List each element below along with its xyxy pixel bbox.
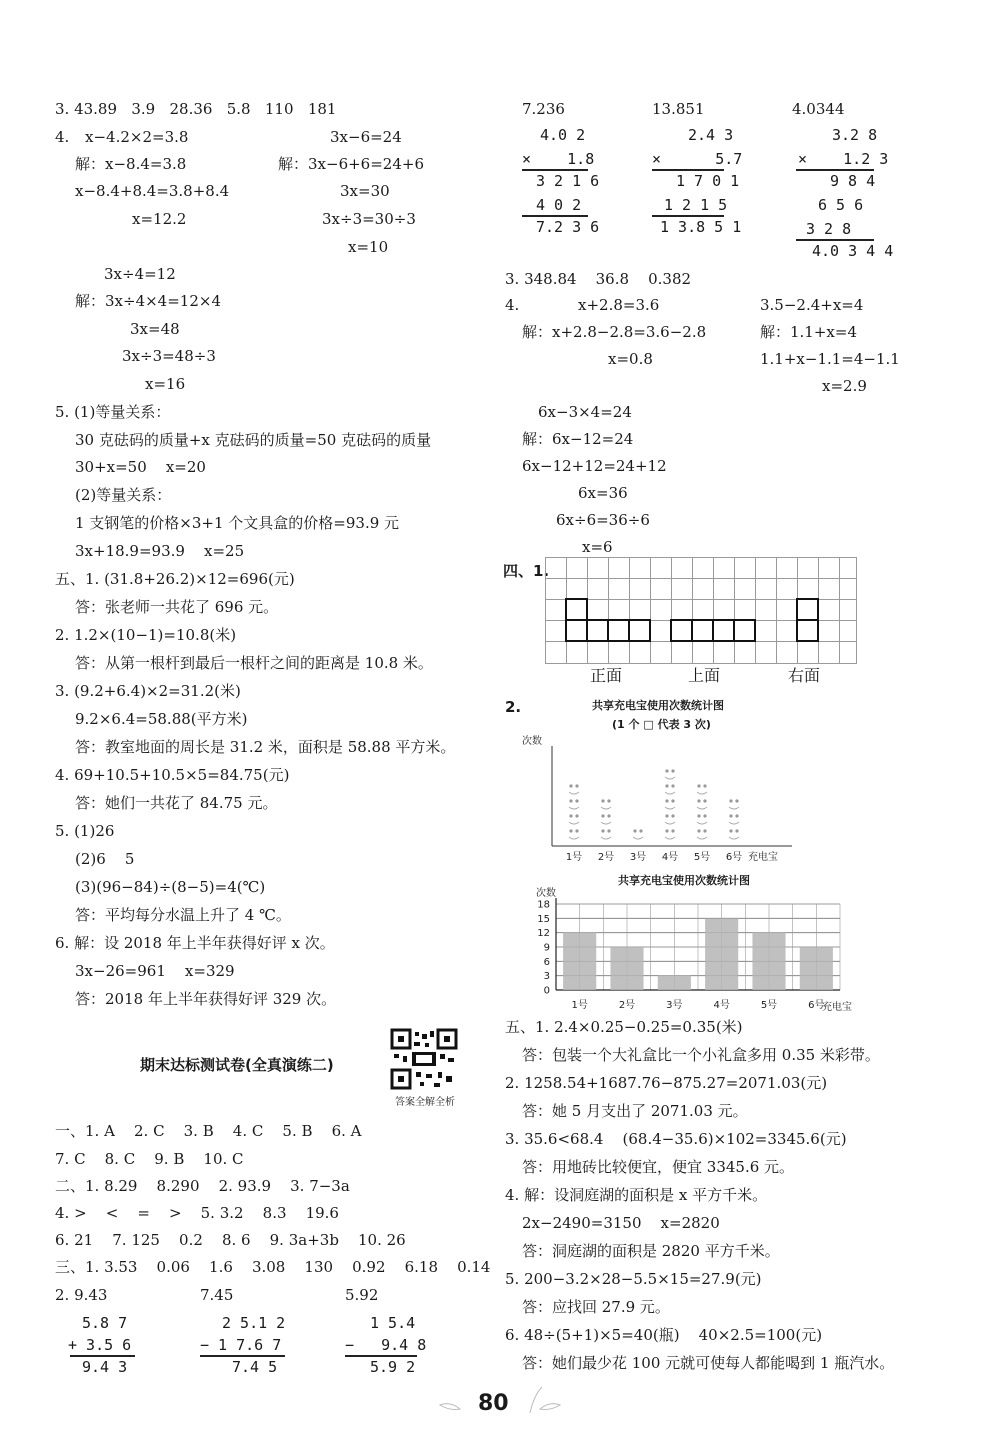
chart2-title: 共享充电宝使用次数统计图 (618, 874, 750, 887)
chart2-bar (563, 933, 596, 990)
calc-line: 4.0 2 (540, 126, 586, 144)
calc-line: 1 7 0 1 (676, 172, 740, 190)
calc-line: + 3.5 6 (68, 1336, 132, 1354)
pictograph-mark (665, 814, 675, 824)
calc-rule (652, 215, 724, 217)
chart1-ylabel: 次数 (522, 736, 542, 747)
chart1-category-label: 6号 (725, 852, 743, 863)
eq-line: x=0.8 (608, 350, 653, 368)
icon-dot (703, 799, 706, 802)
chart1-subtitle: (1 个 □ 代表 3 次) (612, 718, 711, 731)
icon-curve (697, 792, 707, 794)
calc-rule (796, 169, 874, 171)
icon-dot (665, 784, 668, 787)
calc-line: 7.2 3 6 (536, 218, 600, 236)
answer-line-3-right: 3. 348.84 36.8 0.382 (505, 270, 692, 288)
pictograph-mark (601, 814, 611, 824)
s5r-line: 答：包装一个大礼盒比一个小礼盒多用 0.35 米彩带。 (522, 1046, 880, 1064)
calc-line: 4 0 2 (536, 196, 582, 214)
icon-curve (665, 777, 675, 779)
pictograph-mark (665, 799, 675, 809)
q5-line: 5. (1)等量关系： (55, 403, 171, 421)
icon-dot (671, 829, 674, 832)
eq-line: 3x=48 (130, 320, 180, 338)
s5-line: 答：张老师一共花了 696 元。 (75, 598, 279, 616)
calc-line: 1 2 1 5 (664, 196, 728, 214)
pictograph-mark (569, 784, 579, 794)
chart2-bar (610, 947, 643, 990)
eq-line: x−8.4+8.4=3.8+8.4 (75, 182, 230, 200)
s5r-line: 答：她 5 月支出了 2071.03 元。 (522, 1102, 748, 1120)
icon-dot (735, 814, 738, 817)
icon-dot (697, 799, 700, 802)
add-result: 5.92 (345, 1286, 379, 1304)
chart2-bar (705, 918, 738, 990)
calc-line: × 1.2 3 (798, 150, 889, 168)
eq-line: x=16 (145, 375, 186, 393)
s5r-line: 2x−2490=3150 x=2820 (522, 1214, 720, 1232)
icon-curve (569, 792, 579, 794)
chart2-category-label: 5号 (760, 1000, 778, 1011)
icon-dot (729, 799, 732, 802)
s5-line: 答：她们一共花了 84.75 元。 (75, 794, 278, 812)
s5-line: 3x−26=961 x=329 (75, 962, 235, 980)
pictograph-mark (569, 829, 579, 839)
eq-line: 3.5−2.4+x=4 (760, 296, 864, 314)
icon-curve (665, 837, 675, 839)
eq-line: 3x÷3=48÷3 (122, 347, 216, 365)
p2-line: 二、1. 8.29 8.290 2. 93.9 3. 7−3a (55, 1177, 350, 1195)
mult-result: 13.851 (652, 100, 705, 118)
pictograph-mark (665, 769, 675, 779)
calc-line: × 1.8 (522, 150, 595, 168)
s5-line: 2. 1.2×(10−1)=10.8(米) (55, 626, 237, 644)
icon-curve (697, 837, 707, 839)
icon-dot (671, 769, 674, 772)
calc-line: 1 3.8 5 1 (660, 218, 742, 236)
pictograph-mark (569, 814, 579, 824)
eq-line: x=12.2 (132, 210, 187, 228)
chart1-category-label: 3号 (629, 852, 647, 863)
calc-rule (522, 215, 588, 217)
calc-line: 3 2 8 (806, 220, 852, 238)
chart2-category-label: 4号 (713, 1000, 730, 1011)
p2-line: 4. > < = > 5. 3.2 8.3 19.6 (55, 1204, 339, 1222)
eq-line: x=2.9 (822, 377, 867, 395)
q4-label: 4. (55, 128, 70, 146)
calc-rule (652, 169, 724, 171)
calc-line: 6 5 6 (818, 196, 864, 214)
calc-rule (796, 239, 874, 241)
eq-line: 3x=30 (340, 182, 390, 200)
icon-dot (569, 784, 572, 787)
calc-line: 9 8 4 (830, 172, 876, 190)
calc-line: − 9.4 8 (345, 1336, 427, 1354)
icon-dot (575, 784, 578, 787)
s5-line: (2)6 5 (75, 850, 135, 868)
page-footer (430, 1383, 570, 1423)
chart1-category-label: 2号 (597, 852, 615, 863)
chart2-ytick-label: 6 (543, 956, 550, 968)
pictograph-mark (729, 829, 739, 839)
icon-curve (601, 807, 611, 809)
calc-line: 7.4 5 (232, 1358, 278, 1376)
s5-line: 9.2×6.4=58.88(平方米) (75, 710, 248, 728)
chart1-title: 共享充电宝使用次数统计图 (592, 699, 724, 712)
s5r-line: 答：洞庭湖的面积是 2820 平方千米。 (522, 1242, 780, 1260)
pictograph-mark (697, 829, 707, 839)
section-4-label: 四、1. (503, 562, 550, 580)
icon-curve (697, 822, 707, 824)
icon-dot (697, 784, 700, 787)
icon-curve (665, 792, 675, 794)
eq-line: x=10 (348, 238, 389, 256)
calc-line: 3 2 1 6 (536, 172, 600, 190)
eq-line: 3x÷3=30÷3 (322, 210, 416, 228)
pictograph-mark (697, 814, 707, 824)
view-label-top: 上面 (688, 666, 721, 685)
eq-line: x−4.2×2=3.8 (85, 128, 189, 146)
icon-curve (569, 822, 579, 824)
p2-line: 三、1. 3.53 0.06 1.6 3.08 130 0.92 6.18 0.14 (55, 1258, 491, 1276)
icon-curve (697, 807, 707, 809)
s5-line: 3. (9.2+6.4)×2=31.2(米) (55, 682, 241, 700)
s5-line: 5. (1)26 (55, 822, 115, 840)
calc-line: 2 5.1 2 (222, 1314, 286, 1332)
view-label-right: 右面 (788, 666, 821, 685)
icon-dot (639, 829, 642, 832)
q5-line: 30 克砝码的质量+x 克砝码的质量=50 克砝码的质量 (75, 431, 432, 449)
icon-dot (671, 814, 674, 817)
s5-line: 五、1. (31.8+26.2)×12=696(元) (55, 570, 295, 588)
icon-curve (665, 822, 675, 824)
s5-line: 答：教室地面的周长是 31.2 米，面积是 58.88 平方米。 (75, 738, 456, 756)
eq-line: 解：6x−12=24 (522, 430, 634, 448)
chart2-ytick-label: 12 (537, 928, 550, 940)
pictograph-chart (512, 726, 812, 871)
s5r-line: 5. 200−3.2×28−5.5×15=27.9(元) (505, 1270, 762, 1288)
chart2-category-label: 6号 (808, 1000, 825, 1011)
q4-label-right: 4. (505, 296, 520, 314)
icon-dot (729, 814, 732, 817)
icon-dot (671, 784, 674, 787)
icon-dot (601, 829, 604, 832)
pictograph-mark (729, 814, 739, 824)
eq-line: 解：x−8.4=3.8 (75, 155, 187, 173)
icon-curve (665, 807, 675, 809)
icon-curve (729, 807, 739, 809)
s5-line: 4. 69+10.5+10.5×5=84.75(元) (55, 766, 290, 784)
icon-curve (601, 837, 611, 839)
icon-dot (569, 814, 572, 817)
qr-caption: 答案全解全析 (395, 1097, 455, 1108)
p2-line: 7. C 8. C 9. B 10. C (55, 1150, 244, 1168)
calc-rule (522, 169, 588, 171)
chart2-ytick-label: 18 (537, 899, 550, 911)
pictograph-mark (665, 829, 675, 839)
chart2-ytick-label: 9 (543, 942, 550, 954)
icon-curve (729, 837, 739, 839)
eq-line: 6x−3×4=24 (538, 403, 632, 421)
s5r-line: 五、1. 2.4×0.25−0.25=0.35(米) (505, 1018, 743, 1036)
eq-line: 6x=36 (578, 484, 628, 502)
chart2-ytick-label: 0 (543, 985, 550, 997)
icon-dot (607, 814, 610, 817)
icon-curve (569, 837, 579, 839)
chart1-category-label: 1号 (565, 852, 583, 863)
icon-dot (729, 829, 732, 832)
icon-dot (633, 829, 636, 832)
s5r-line: 6. 48÷(5+1)×5=40(瓶) 40×2.5=100(元) (505, 1326, 823, 1344)
icon-dot (703, 829, 706, 832)
pictograph-mark (569, 799, 579, 809)
eq-line: 解：3x−6+6=24+6 (278, 155, 424, 173)
chart2-category-label: 2号 (618, 1000, 636, 1011)
icon-dot (697, 814, 700, 817)
eq-line: 解：3x÷4×4=12×4 (75, 292, 221, 310)
icon-dot (665, 799, 668, 802)
calc-line: − 1 7.6 7 (200, 1336, 282, 1354)
pictograph-mark (633, 829, 643, 839)
eq-line: 6x÷6=36÷6 (556, 511, 650, 529)
icon-dot (601, 799, 604, 802)
three-views-grid (545, 557, 857, 664)
icon-dot (703, 784, 706, 787)
pictograph-mark (601, 799, 611, 809)
icon-curve (633, 837, 643, 839)
p2-line: 一、1. A 2. C 3. B 4. C 5. B 6. A (55, 1122, 362, 1140)
icon-dot (575, 799, 578, 802)
icon-dot (569, 829, 572, 832)
eq-line: 解：x+2.8−2.8=3.6−2.8 (522, 323, 707, 341)
calc-line: 1 5.4 (370, 1314, 416, 1332)
icon-dot (671, 799, 674, 802)
icon-dot (735, 799, 738, 802)
calc-line: 3.2 8 (832, 126, 878, 144)
calc-line: 5.9 2 (370, 1358, 416, 1376)
calc-line: × 5.7 (652, 150, 743, 168)
eq-line: 3x−6=24 (330, 128, 402, 146)
eq-line: 3x÷4=12 (104, 265, 176, 283)
q5-line: 30+x=50 x=20 (75, 458, 206, 476)
icon-dot (575, 829, 578, 832)
icon-dot (601, 814, 604, 817)
icon-dot (665, 814, 668, 817)
qr-code[interactable] (390, 1028, 458, 1090)
pictograph-mark (665, 784, 675, 794)
calc-rule (345, 1355, 417, 1357)
calc-line: 9.4 3 (82, 1358, 128, 1376)
s5-line: (3)(96−84)÷(8−5)=4(℃) (75, 878, 266, 896)
s5r-line: 2. 1258.54+1687.76−875.27=2071.03(元) (505, 1074, 828, 1092)
chart2-category-label: 3号 (666, 1000, 683, 1011)
eq-line: 解：1.1+x=4 (760, 323, 857, 341)
chart2-ylabel: 次数 (536, 888, 556, 899)
mult-result: 7.236 (522, 100, 565, 118)
pictograph-mark (601, 829, 611, 839)
icon-dot (735, 829, 738, 832)
icon-dot (607, 799, 610, 802)
s5r-line: 4. 解：设洞庭湖的面积是 x 平方千米。 (505, 1186, 768, 1204)
s5r-line: 答：用地砖比较便宜，便宜 3345.6 元。 (522, 1158, 795, 1176)
view-label-front: 正面 (590, 666, 623, 685)
s5-line: 答：从第一根杆到最后一根杆之间的距离是 10.8 米。 (75, 654, 433, 672)
calc-rule (200, 1355, 285, 1357)
answer-line-3: 3. 43.89 3.9 28.36 5.8 110 181 (55, 100, 337, 118)
chart2-xlabel: 充电宝 (822, 1002, 852, 1013)
s5r-line: 答：她们最少花 100 元就可使每人都能喝到 1 瓶汽水。 (522, 1354, 895, 1372)
pictograph-mark (697, 799, 707, 809)
chart2-ytick-label: 3 (543, 971, 550, 983)
q2-label: 2. (505, 698, 522, 716)
q5-line: (2)等量关系： (75, 486, 172, 504)
eq-line: 6x−12+12=24+12 (522, 457, 667, 475)
icon-curve (569, 807, 579, 809)
pictograph-mark (697, 784, 707, 794)
icon-dot (569, 799, 572, 802)
icon-dot (697, 829, 700, 832)
icon-curve (601, 822, 611, 824)
icon-dot (575, 814, 578, 817)
eq-line: 1.1+x−1.1=4−1.1 (760, 350, 900, 368)
p2-line: 6. 21 7. 125 0.2 8. 6 9. 3a+3b 10. 26 (55, 1231, 406, 1249)
s5-line: 答：2018 年上半年获得好评 329 次。 (75, 990, 337, 1008)
icon-dot (665, 769, 668, 772)
s5-line: 答：平均每分水温上升了 4 ℃。 (75, 906, 291, 924)
chart1-category-label: 5号 (693, 852, 711, 863)
chart1-category-label: 4号 (661, 852, 679, 863)
chart2-bar (658, 976, 691, 990)
chart2-bar (800, 947, 833, 990)
exam-title: 期末达标测试卷(全真演练二) (140, 1056, 334, 1074)
icon-dot (703, 814, 706, 817)
calc-line: 5.8 7 (82, 1314, 128, 1332)
page-number: 80 (478, 1391, 509, 1416)
p2-line: 2. 9.43 (55, 1286, 108, 1304)
chart2-ytick-label: 15 (537, 913, 550, 925)
pictograph-mark (729, 799, 739, 809)
icon-curve (729, 822, 739, 824)
s5-line: 6. 解：设 2018 年上半年获得好评 x 次。 (55, 934, 335, 952)
calc-line: 4.0 3 4 4 (812, 242, 894, 260)
calc-rule (70, 1355, 135, 1357)
q5-line: 1 支钢笔的价格×3+1 个文具盒的价格=93.9 元 (75, 514, 400, 532)
calc-line: 2.4 3 (688, 126, 734, 144)
chart1-xlabel: 充电宝 (748, 852, 778, 863)
chart2-category-label: 1号 (571, 1000, 588, 1011)
q5-line: 3x+18.9=93.9 x=25 (75, 542, 245, 560)
icon-dot (607, 829, 610, 832)
add-result: 7.45 (200, 1286, 234, 1304)
s5r-line: 3. 35.6<68.4 (68.4−35.6)×102=3345.6(元) (505, 1130, 847, 1148)
mult-result: 4.0344 (792, 100, 845, 118)
eq-line: x+2.8=3.6 (578, 296, 660, 314)
chart2-bar (752, 933, 785, 990)
s5r-line: 答：应找回 27.9 元。 (522, 1298, 670, 1316)
eq-line: x=6 (582, 538, 613, 556)
bar-chart (510, 884, 870, 1014)
icon-dot (665, 829, 668, 832)
